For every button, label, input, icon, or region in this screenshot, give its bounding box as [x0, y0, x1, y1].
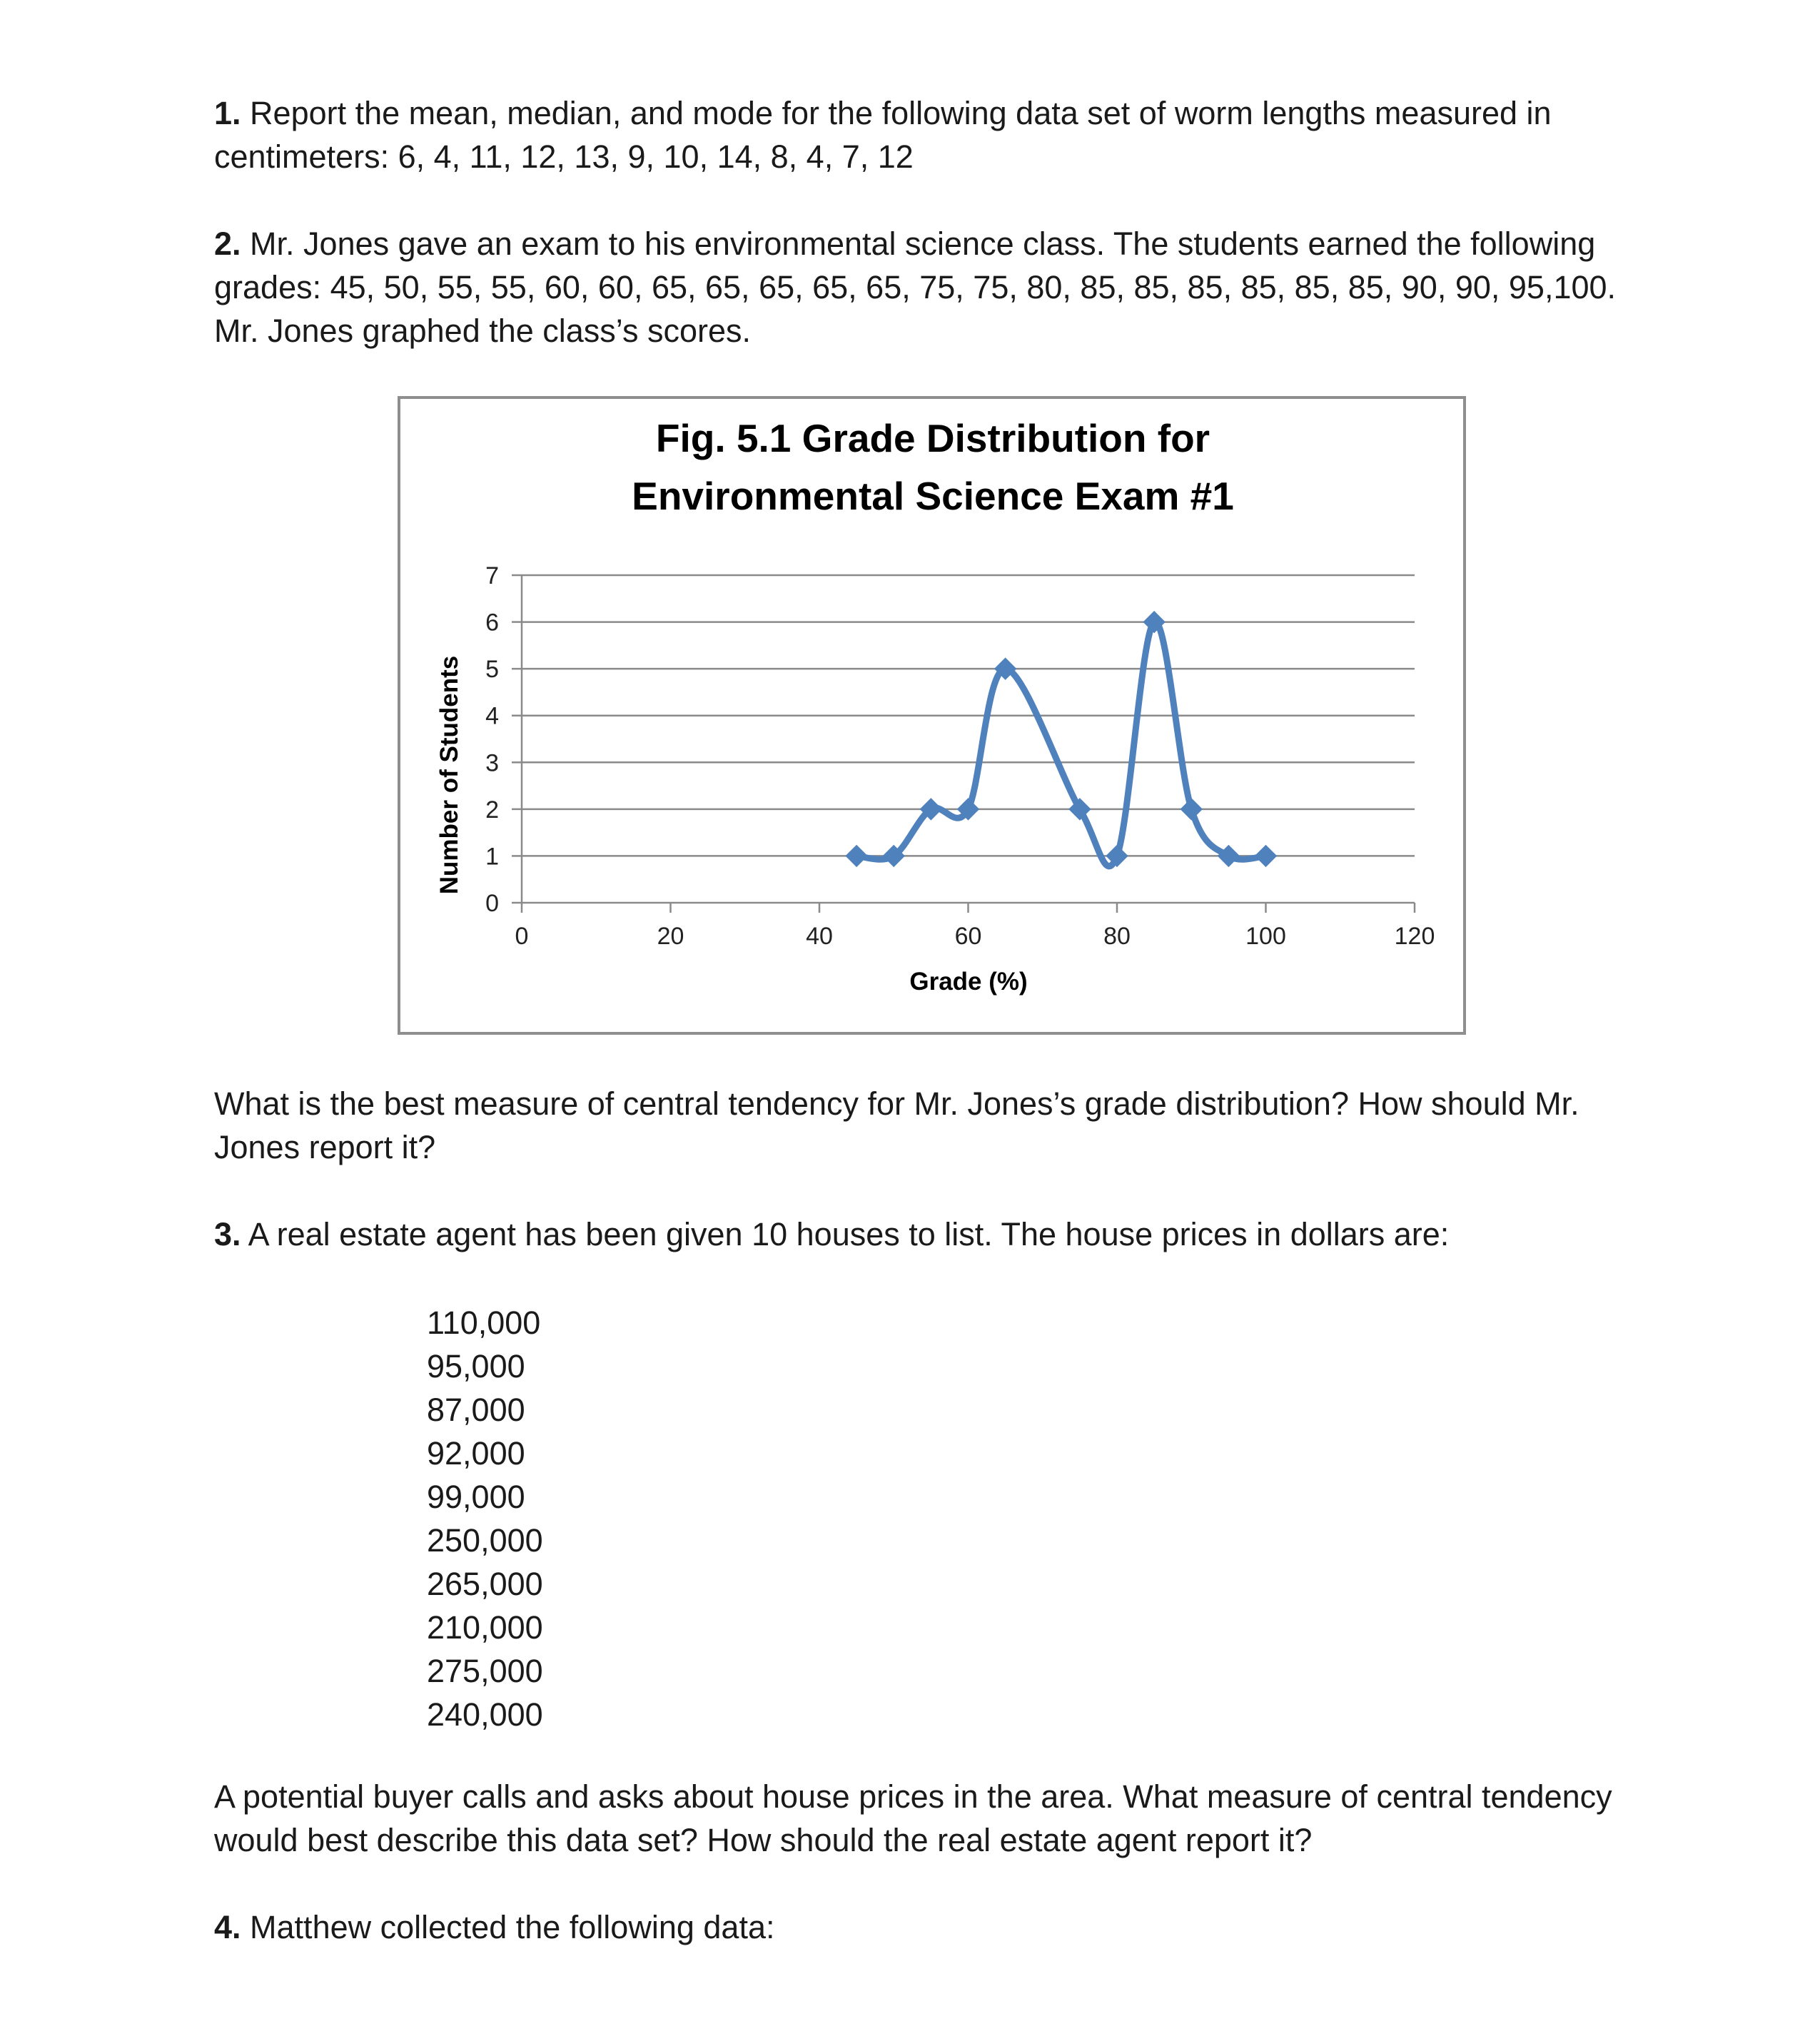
x-tick-label: 80	[1103, 923, 1131, 950]
question-4-number: 4.	[214, 1909, 241, 1945]
house-price: 110,000	[427, 1305, 541, 1341]
x-tick-label: 0	[515, 923, 529, 950]
chart-canvas	[400, 399, 1463, 1032]
data-point-marker	[1255, 845, 1277, 866]
y-axis-label: Number of Students	[435, 655, 463, 895]
house-price: 95,000	[427, 1348, 525, 1384]
x-tick-label: 60	[954, 923, 982, 950]
data-point-marker	[1181, 799, 1202, 820]
question-3-followup: A potential buyer calls and asks about house prices in the area. What measure of central tendency would best describe this data set? How should the real estate agent report it?	[214, 1778, 1612, 1858]
house-price: 265,000	[427, 1566, 543, 1602]
x-tick-label: 20	[657, 923, 684, 950]
question-2-number: 2.	[214, 226, 241, 262]
chart-title-line-2: Environmental Science Exam #1	[632, 474, 1234, 518]
house-price: 275,000	[427, 1653, 543, 1689]
grade-distribution-chart	[398, 396, 1466, 1035]
question-3-text: A real estate agent has been given 10 houses to list. The house prices in dollars are:	[248, 1216, 1450, 1252]
y-tick-label: 1	[485, 843, 499, 871]
question-2-followup: What is the best measure of central tendency for Mr. Jones’s grade distribution? How should Mr. Jones report it?	[214, 1085, 1579, 1165]
question-2-text: Mr. Jones gave an exam to his environmental science class. The students earned the following grades: 45, 50, 55, 55, 60, 60, 65, 65, 65, 65, 65, 75, 75, 80, 85, 85, 85, 85, 85, 85, 90, 90, 95,100. Mr. Jones graphed the class’s scores.	[214, 226, 1617, 349]
question-1	[214, 91, 1642, 178]
house-price: 92,000	[427, 1435, 525, 1472]
x-tick-label: 100	[1245, 923, 1286, 950]
x-tick-label: 40	[806, 923, 833, 950]
question-2	[214, 222, 1642, 353]
y-tick-label: 3	[485, 749, 499, 777]
question-4	[214, 1905, 1642, 1949]
series-line	[856, 622, 1265, 866]
chart-title-line-1: Fig. 5.1 Grade Distribution for	[655, 416, 1210, 460]
question-1-number: 1.	[214, 95, 241, 131]
y-tick-label: 4	[485, 702, 499, 730]
chart-series	[846, 612, 1276, 867]
question-3-number: 3.	[214, 1216, 241, 1252]
house-price: 210,000	[427, 1609, 543, 1646]
x-tick-label: 120	[1394, 923, 1435, 950]
question-3	[214, 1212, 1642, 1256]
house-price: 87,000	[427, 1392, 525, 1428]
x-axis-label: Grade (%)	[909, 968, 1028, 996]
question-4-text: Matthew collected the following data:	[250, 1909, 775, 1945]
house-price: 240,000	[427, 1696, 543, 1733]
house-price: 99,000	[427, 1479, 525, 1515]
y-tick-label: 6	[485, 609, 499, 637]
y-tick-label: 7	[485, 562, 499, 589]
chart-axes	[512, 575, 1415, 913]
house-price: 250,000	[427, 1522, 543, 1559]
question-1-text: Report the mean, median, and mode for the following data set of worm lengths measured in centimeters: 6, 4, 11, 12, 13, 9, 10, 14, 8, 4, 7, 12	[214, 95, 1552, 175]
y-tick-label: 2	[485, 796, 499, 824]
y-tick-label: 0	[485, 890, 499, 917]
data-point-marker	[846, 845, 867, 866]
chart-tick-labels	[485, 562, 1435, 950]
house-price-list	[427, 1301, 543, 1736]
y-tick-label: 5	[485, 656, 499, 684]
